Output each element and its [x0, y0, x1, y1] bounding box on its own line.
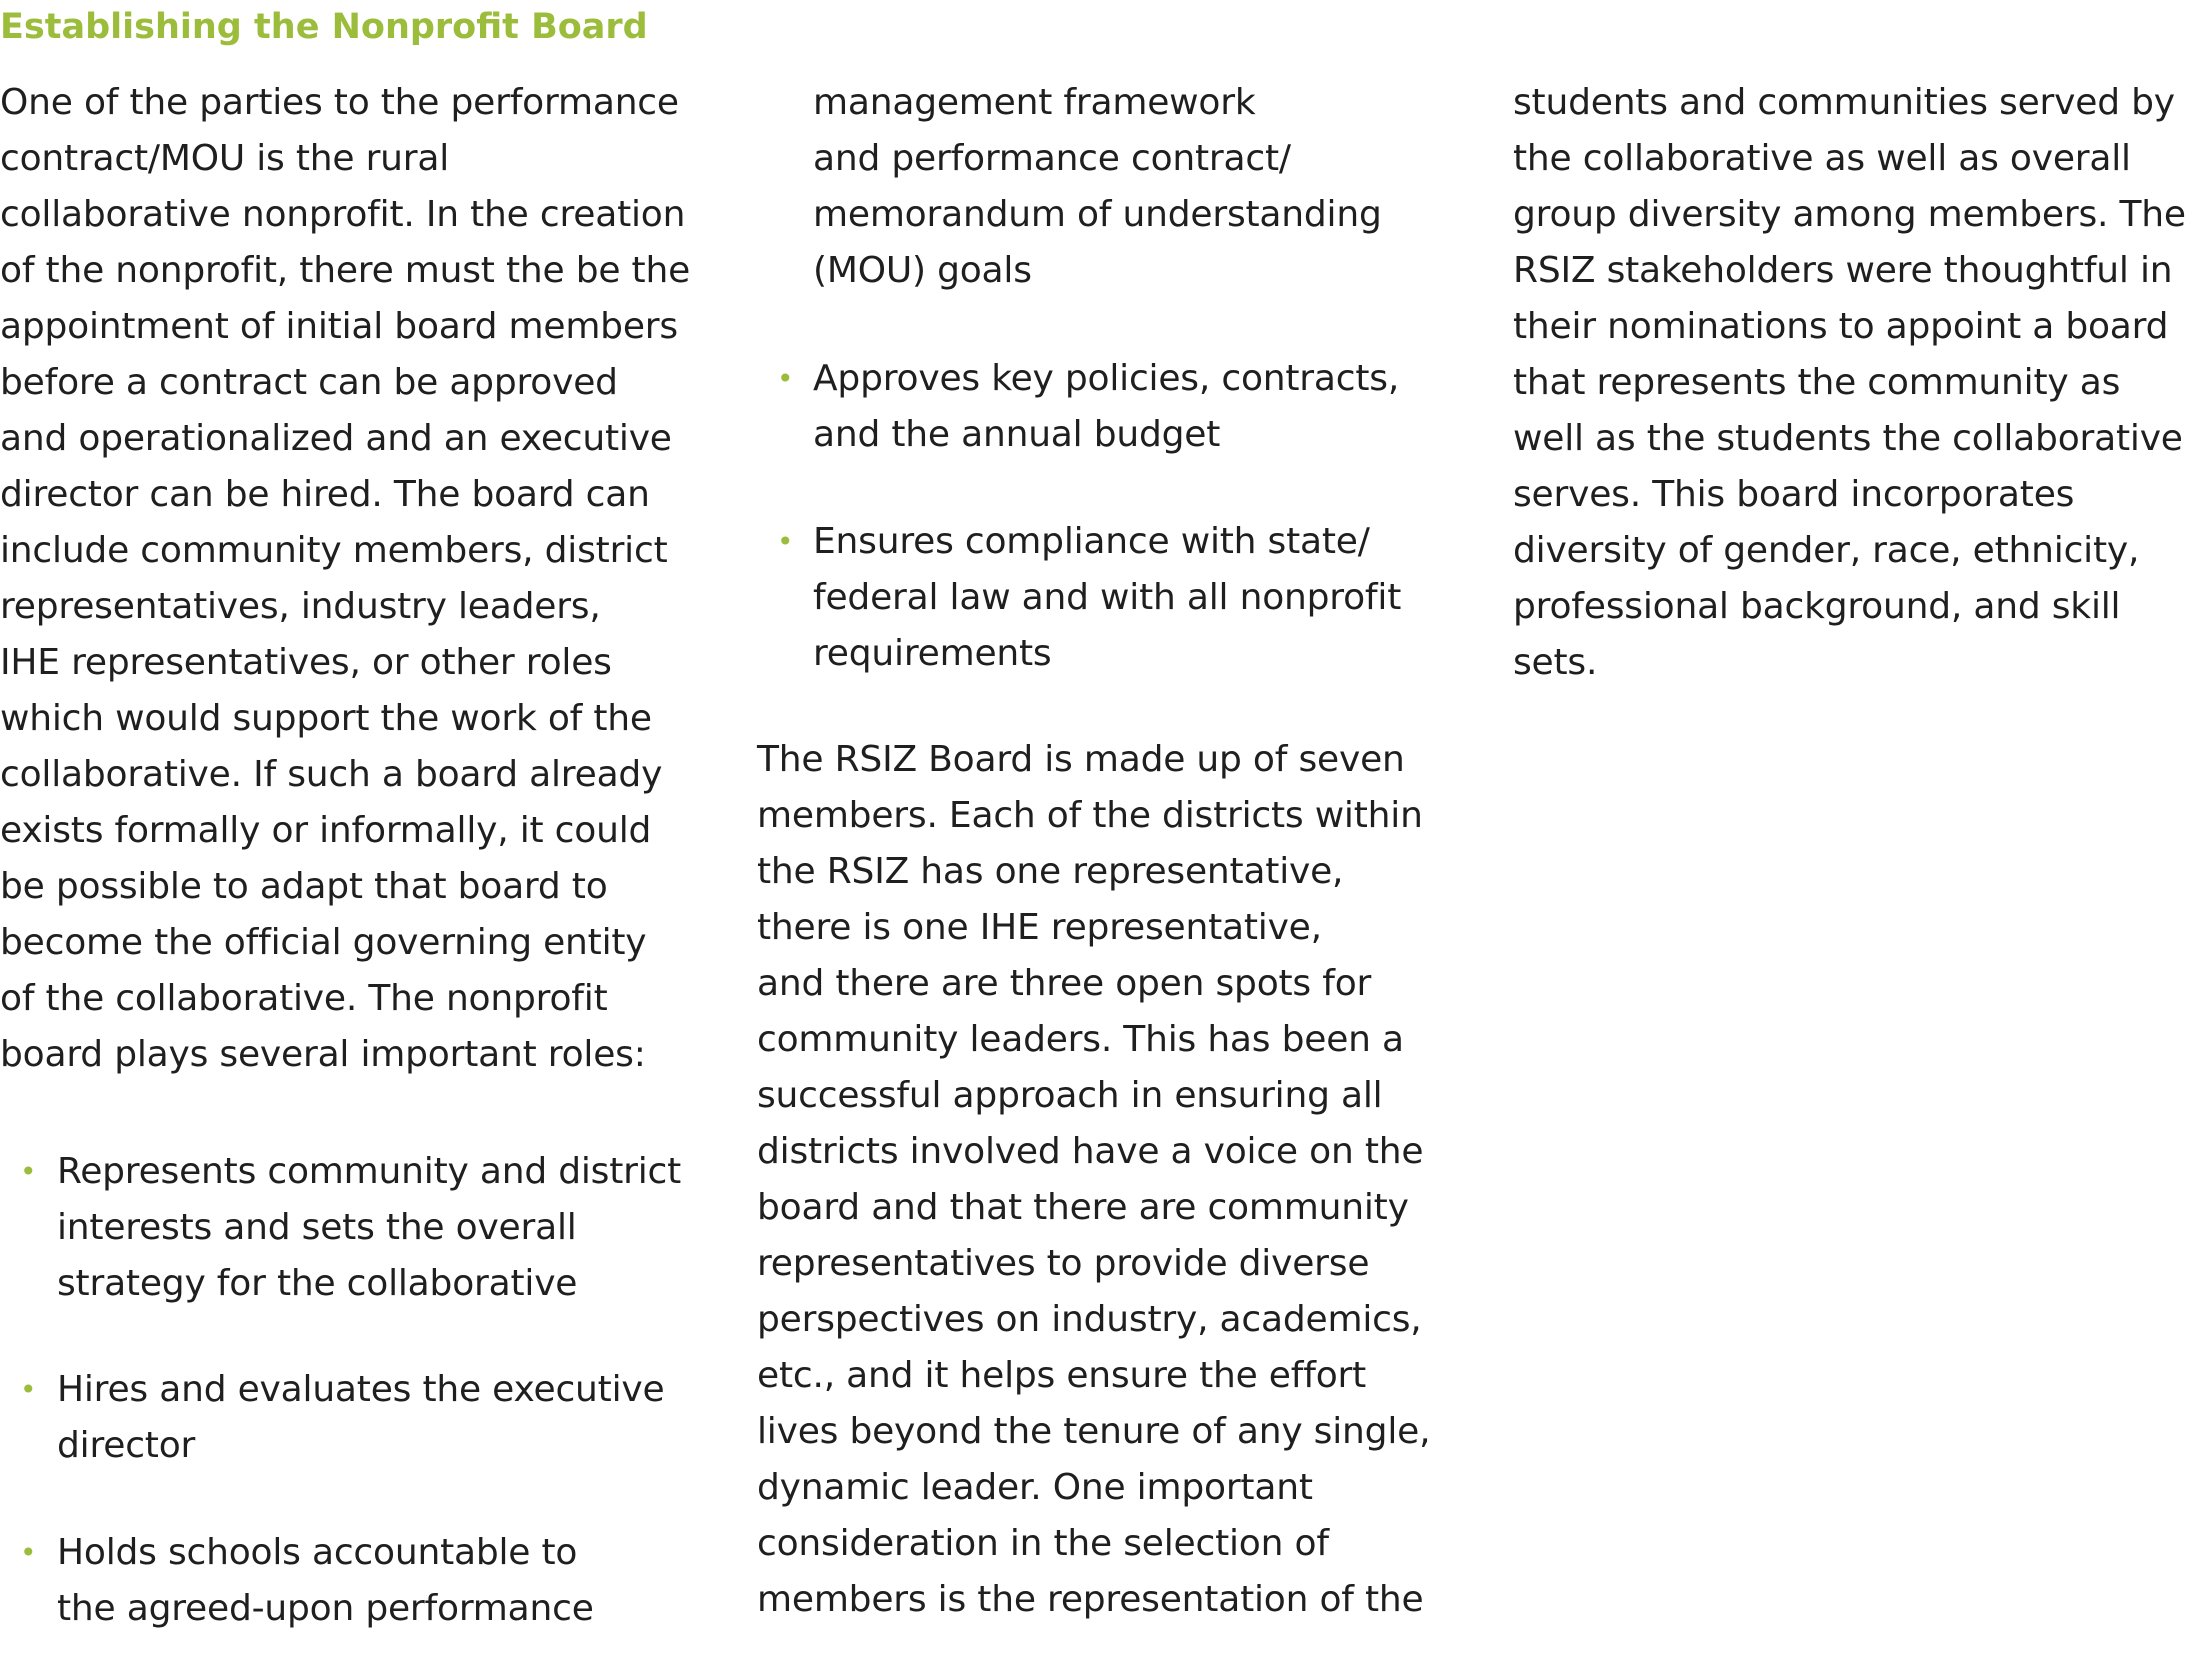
- bullet-item-line: Approves key policies, contracts,: [813, 358, 1400, 399]
- paragraph-line: successful approach in ensuring all: [757, 1075, 1383, 1116]
- paragraph-line: the RSIZ has one representative,: [757, 851, 1344, 892]
- paragraph-line: One of the parties to the performance: [0, 82, 679, 123]
- paragraph-line: there is one IHE representative,: [757, 907, 1322, 948]
- paragraph-line: collaborative nonprofit. In the creation: [0, 194, 686, 235]
- paragraph-line: contract/MOU is the rural: [0, 138, 450, 179]
- paragraph-line: IHE representatives, or other roles: [0, 642, 612, 683]
- paragraph-line: serves. This board incorporates: [1513, 474, 2075, 515]
- paragraph-line: board and that there are community: [757, 1187, 1409, 1228]
- paragraph-line: districts involved have a voice on the: [757, 1131, 1424, 1172]
- bullet-item-line: Holds schools accountable to: [57, 1532, 578, 1573]
- bullet-icon: •: [777, 525, 794, 558]
- paragraph-line: the collaborative as well as overall: [1513, 138, 2131, 179]
- bullet-item-line: the agreed-upon performance: [57, 1588, 594, 1629]
- paragraph-line: appointment of initial board members: [0, 306, 678, 347]
- bullet-item-line: and the annual budget: [813, 414, 1221, 455]
- page-title: Establishing the Nonprofit Board: [0, 7, 648, 47]
- paragraph-line: RSIZ stakeholders were thoughtful in: [1513, 250, 2173, 291]
- bullet-item-line: Hires and evaluates the executive: [57, 1369, 665, 1410]
- bullet-icon: •: [20, 1155, 37, 1188]
- paragraph-line: that represents the community as: [1513, 362, 2121, 403]
- paragraph-line: which would support the work of the: [0, 698, 652, 739]
- bullet-icon: •: [777, 362, 794, 395]
- bullet-item-line: (MOU) goals: [813, 250, 1032, 291]
- bullet-icon: •: [20, 1373, 37, 1406]
- paragraph-line: of the collaborative. The nonprofit: [0, 978, 608, 1019]
- paragraph-line: perspectives on industry, academics,: [757, 1299, 1422, 1340]
- bullet-item-line: memorandum of understanding: [813, 194, 1382, 235]
- paragraph-line: representatives to provide diverse: [757, 1243, 1370, 1284]
- paragraph-line: students and communities served by: [1513, 82, 2175, 123]
- paragraph-line: well as the students the collaborative: [1513, 418, 2183, 459]
- paragraph-line: dynamic leader. One important: [757, 1467, 1313, 1508]
- paragraph-line: board plays several important roles:: [0, 1034, 646, 1075]
- paragraph-line: exists formally or informally, it could: [0, 810, 652, 851]
- bullet-item-line: strategy for the collaborative: [57, 1263, 578, 1304]
- paragraph-line: become the official governing entity: [0, 922, 647, 963]
- paragraph-line: before a contract can be approved: [0, 362, 618, 403]
- paragraph-line: include community members, district: [0, 530, 668, 571]
- paragraph-line: representatives, industry leaders,: [0, 586, 601, 627]
- paragraph-line: lives beyond the tenure of any single,: [757, 1411, 1431, 1452]
- paragraph-line: and there are three open spots for: [757, 963, 1372, 1004]
- paragraph-line: diversity of gender, race, ethnicity,: [1513, 530, 2140, 571]
- paragraph-line: of the nonprofit, there must the be the: [0, 250, 691, 291]
- bullet-item-line: Ensures compliance with state/: [813, 521, 1370, 562]
- bullet-item-line: requirements: [813, 633, 1052, 674]
- bullet-item-line: management framework: [813, 82, 1256, 123]
- bullet-icon: •: [20, 1536, 37, 1569]
- bullet-item-line: director: [57, 1425, 196, 1466]
- paragraph-line: group diversity among members. The: [1513, 194, 2186, 235]
- paragraph-line: and operationalized and an executive: [0, 418, 672, 459]
- bullet-item-line: and performance contract/: [813, 138, 1291, 179]
- paragraph-line: director can be hired. The board can: [0, 474, 650, 515]
- bullet-item-line: Represents community and district: [57, 1151, 682, 1192]
- paragraph-line: their nominations to appoint a board: [1513, 306, 2169, 347]
- bullet-item-line: interests and sets the overall: [57, 1207, 577, 1248]
- paragraph-line: members is the representation of the: [757, 1579, 1424, 1620]
- paragraph-line: professional background, and skill: [1513, 586, 2121, 627]
- paragraph-line: etc., and it helps ensure the effort: [757, 1355, 1367, 1396]
- paragraph-line: be possible to adapt that board to: [0, 866, 608, 907]
- paragraph-line: members. Each of the districts within: [757, 795, 1423, 836]
- paragraph-line: The RSIZ Board is made up of seven: [757, 739, 1405, 780]
- paragraph-line: collaborative. If such a board already: [0, 754, 663, 795]
- bullet-item-line: federal law and with all nonprofit: [813, 577, 1402, 618]
- paragraph-line: sets.: [1513, 642, 1598, 683]
- paragraph-line: consideration in the selection of: [757, 1523, 1329, 1564]
- paragraph-line: community leaders. This has been a: [757, 1019, 1404, 1060]
